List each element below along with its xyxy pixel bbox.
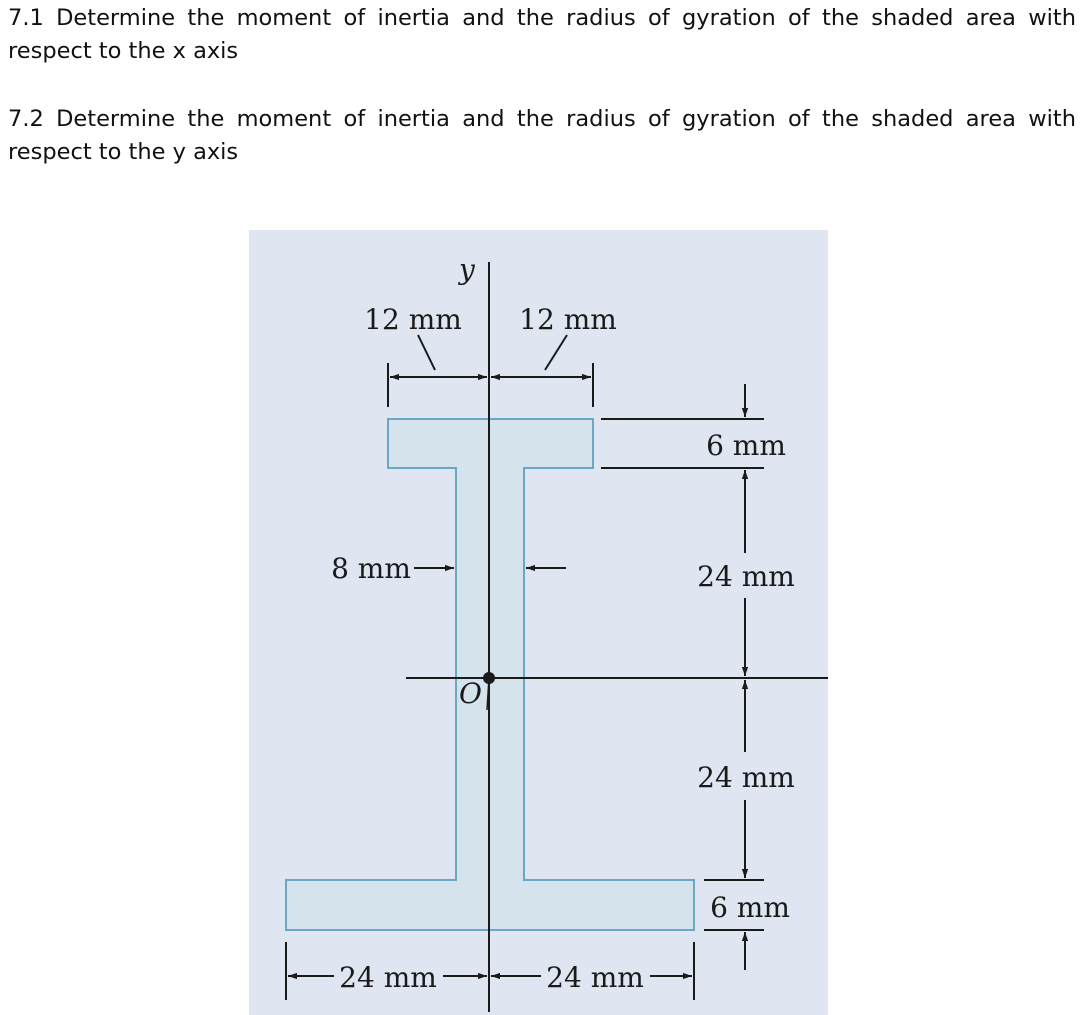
bottom-flange-thickness-label: 6 mm [710, 891, 790, 924]
bottom-right-width-label: 24 mm [546, 961, 644, 994]
bottom-left-width-label: 24 mm [339, 961, 437, 994]
upper-web-height-label: 24 mm [697, 560, 795, 593]
web-width-label: 8 mm [331, 552, 411, 585]
top-flange-thickness-label: 6 mm [706, 429, 786, 462]
top-right-width-label: 12 mm [519, 303, 617, 336]
top-left-width-label: 12 mm [364, 303, 462, 336]
lower-web-height-label: 24 mm [697, 761, 795, 794]
origin-label: O [459, 677, 482, 710]
question-7-1: 7.1 Determine the moment of inertia and the radius of gyration of the shaded area with respect to the x axis [8, 5, 1076, 64]
y-axis-label: y [459, 253, 475, 286]
question-7-2: 7.2 Determine the moment of inertia and the radius of gyration of the shaded area with respect to the y axis [8, 106, 1076, 165]
